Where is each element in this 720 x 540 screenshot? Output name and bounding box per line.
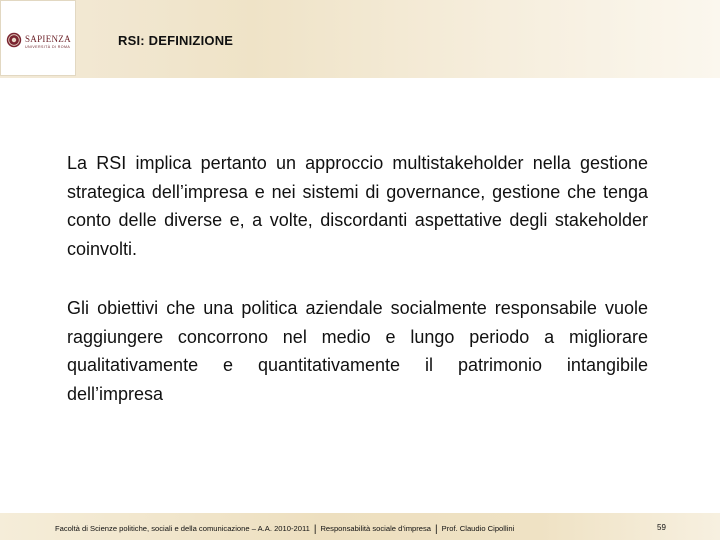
slide-title: RSI: DEFINIZIONE	[118, 33, 234, 48]
footer-professor: Prof. Claudio Cipollini	[441, 524, 515, 533]
page-number: 59	[657, 523, 666, 532]
footer-course: Responsabilità sociale d’impresa	[320, 524, 432, 533]
footer	[55, 523, 514, 534]
logo-name: SAPIENZA	[25, 34, 71, 44]
paragraph-2: Gli obiettivi che una politica aziendale socialmente responsabile vuole raggiungere concorrono nel medio e lungo periodo a migliorare qualitativamente e quantitativamente il patrimonio intangibile dell’impresa	[67, 298, 648, 405]
footer-separator: |	[435, 524, 438, 535]
footer-faculty: Facoltà di Scienze politiche, sociali e della comunicazione – A.A. 2010-2011	[55, 524, 310, 533]
university-logo	[0, 0, 76, 76]
logo-subtitle: UNIVERSITÀ DI ROMA	[25, 45, 71, 49]
footer-separator: |	[313, 524, 317, 535]
header-band	[0, 0, 720, 78]
paragraph-1: La RSI implica pertanto un approccio multistakeholder nella gestione strategica dell’impresa e nei sistemi di governance, gestione che tenga conto delle diverse e, a volte, discordanti aspettative degli stakeholder coinvolti.	[67, 153, 648, 260]
sapienza-seal-icon	[6, 32, 22, 48]
